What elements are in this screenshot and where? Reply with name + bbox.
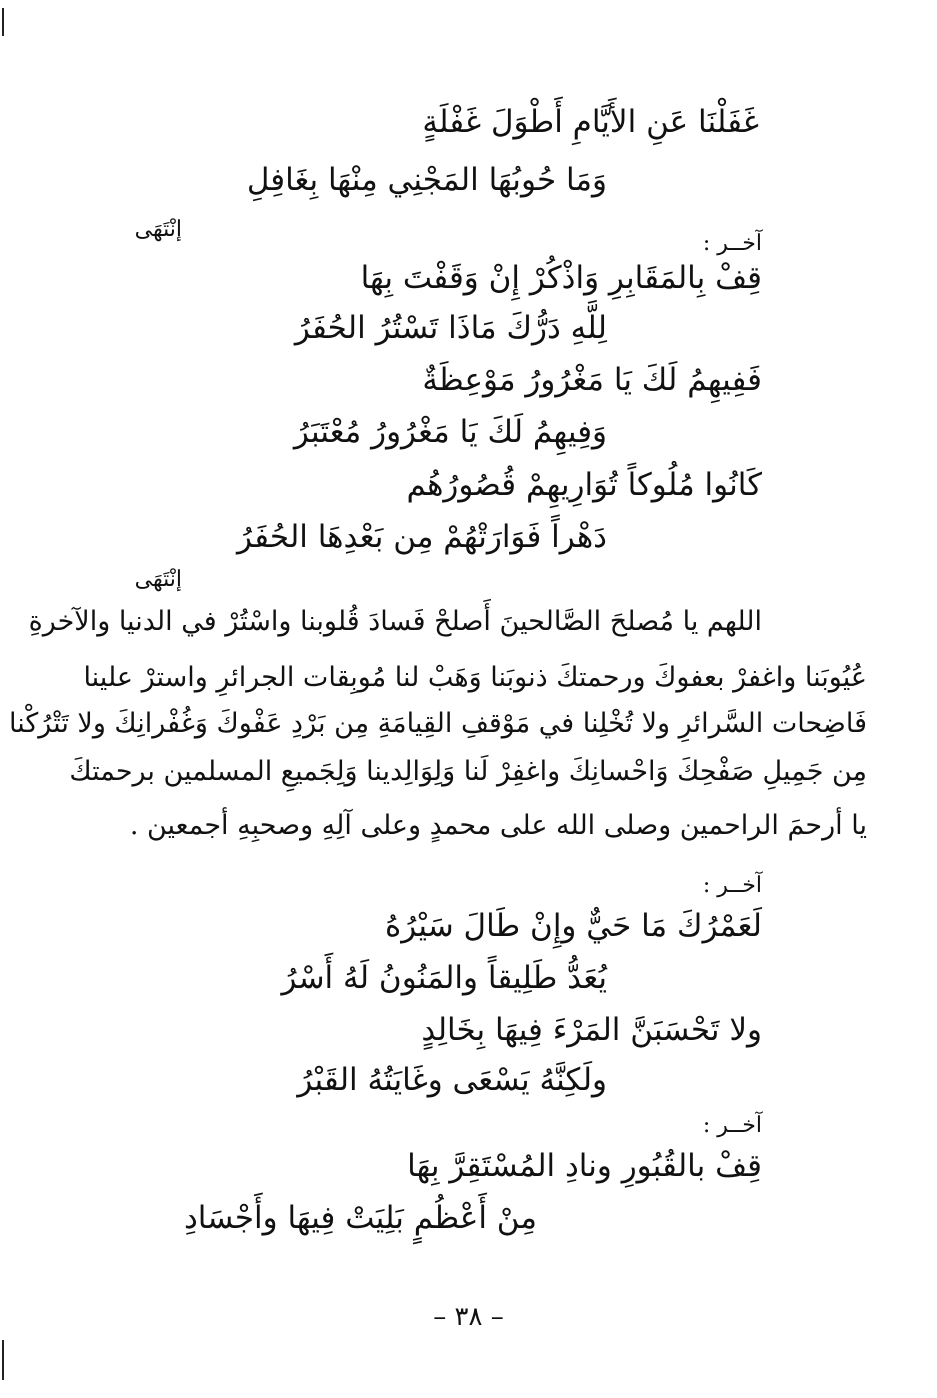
- poem3-line4: ولَكِنَّهُ يَسْعَى وغَايَتُهُ القَبْرُ: [297, 1062, 607, 1098]
- prayer-line5: يا أرحمَ الراحمين وصلى الله على محمدٍ وعلى آلِهِ وصحبِهِ أجمعين .: [129, 810, 867, 841]
- poem2-heading: آخــر :: [702, 231, 762, 256]
- poem2-line1: قِفْ بِالمَقَابِرِ وَاذْكُرْ إِنْ وَقَفْتَ بِهَا: [360, 260, 762, 296]
- poem1-line1: غَفَلْنَا عَنِ الأَيَّامِ أَطْوَلَ غَفْلَةٍ: [422, 104, 759, 140]
- prayer-line4: مِن جَمِيلِ صَفْحِكَ وَاحْسانِكَ واغفِرْ لَنا وَلِوَالِدينا وَلِجَميعِ المسلمين برحمتكَ: [69, 756, 867, 787]
- prayer-line2: عُيُوبَنا واغفرْ بعفوكَ ورحمتكَ ذنوبَنا وَهَبْ لنا مُوبِقات الجرائرِ واسترْ علينا: [83, 662, 867, 693]
- poem2-end-marker: إنْتَهَى: [134, 567, 182, 592]
- poem4-heading: آخــر :: [702, 1113, 762, 1138]
- poem4-line1: قِفْ بالقُبُورِ ونادِ المُسْتَقِرَّ بِهَا: [407, 1148, 762, 1184]
- poem2-line2: لِلَّهِ دَرُّكَ مَاذَا تَسْتُرُ الحُفَرُ: [294, 310, 607, 346]
- poem2-line3: فَفِيهِمُ لَكَ يَا مَغْرُورُ مَوْعِظَةٌ: [422, 362, 762, 398]
- poem2-line6: دَهْراً فَوَارَتْهُمْ مِن بَعْدِهَا الحُفَرُ: [237, 519, 607, 555]
- prayer-line3: فَاضِحات السَّرائرِ ولا تُخْلِنا في مَوْقفِ القِيامَةِ مِن بَرْدِ عَفْوكَ وَغُفْرانِكَ ولا تَتْرُكْنا: [9, 708, 867, 739]
- poem3-line1: لَعَمْرُكَ مَا حَيٌّ وإِنْ طَالَ سَيْرُهُ: [385, 908, 762, 944]
- poem2-line4: وَفِيهِمُ لَكَ يَا مَغْرُورُ مُعْتَبَرُ: [293, 414, 607, 450]
- prayer-line1: اللهم يا مُصلحَ الصَّالحينَ أَصلحْ فَسادَ قُلوبنا واسْتُرْ في الدنيا والآخرةِ: [28, 606, 762, 637]
- poem4-line2: مِنْ أَعْظُمٍ بَلِيَتْ فِيهَا وأَجْسَادِ: [183, 1200, 537, 1236]
- poem3-line3: ولا تَحْسَبَنَّ المَرْءَ فِيهَا بِخَالِدٍ: [421, 1012, 762, 1048]
- page-number: – ٣٨ –: [433, 1302, 504, 1332]
- poem1-end-marker: إنْتَهَى: [134, 217, 182, 242]
- poem3-heading: آخــر :: [702, 873, 762, 898]
- poem1-line2: وَمَا حُوبُهَا المَجْنِي مِنْهَا بِغَافِلِ: [246, 162, 607, 198]
- poem2-line5: كَانُوا مُلُوكاً تُوَارِيهِمْ قُصُورُهُم: [406, 467, 762, 503]
- poem3-line2: يُعَدُّ طَلِيقاً والمَنُونُ لَهُ أَسْرُ: [281, 960, 607, 996]
